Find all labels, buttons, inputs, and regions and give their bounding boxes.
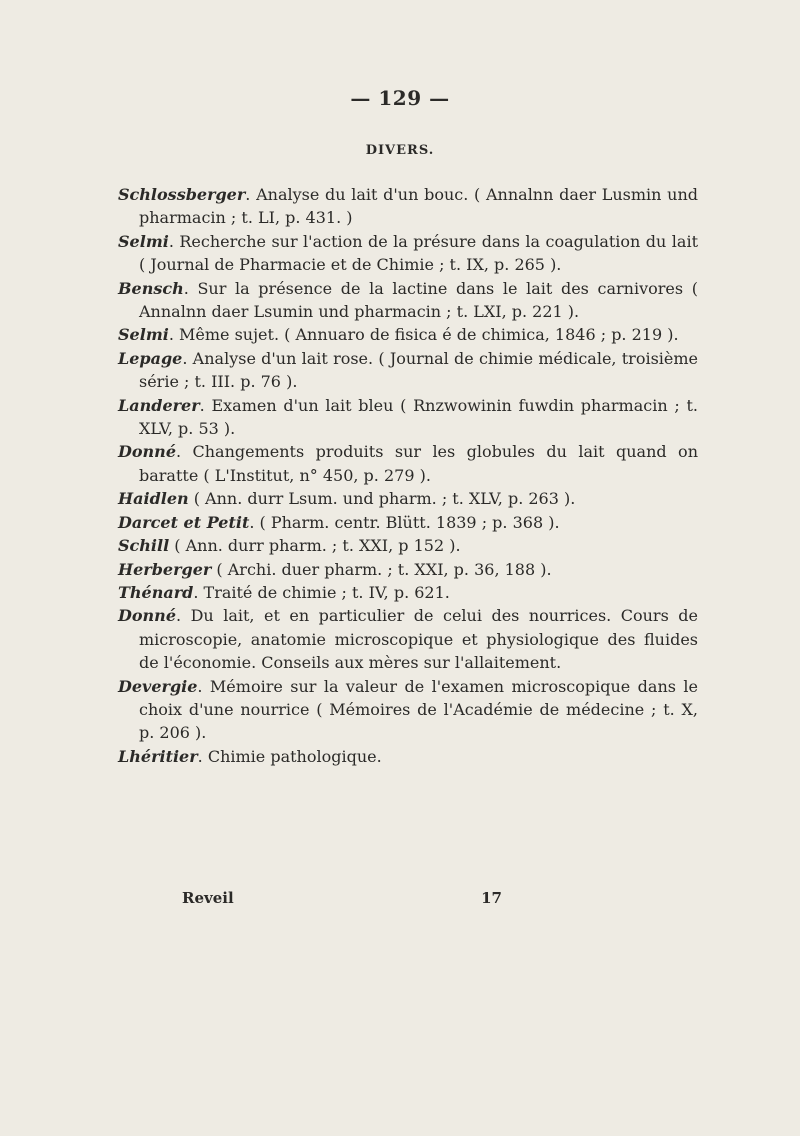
bibliography-entry [118,511,698,534]
entry-text: . Analyse d'un lait rose. ( Journal de chimie médicale, troisième série ; t. III. p. 76 ). [139,348,698,392]
entry-author: Devergie [118,676,198,696]
bibliography-entry [118,534,698,557]
entry-text: . Examen d'un lait bleu ( Rnzwowinin fuwdin pharmacin ; t. XLV, p. 53 ). [139,395,698,439]
entry-text: . ( Pharm. centr. Blütt. 1839 ; p. 368 ). [249,512,560,532]
entry-text: ( Ann. durr pharm. ; t. XXI, p 152 ). [169,536,461,556]
bibliography-entry [118,581,698,604]
entry-text: ( Archi. duer pharm. ; t. XXI, p. 36, 188 ). [211,559,552,579]
entry-author: Darcet et Petit [118,512,250,532]
page-number-header: — 129 — [350,86,450,110]
bibliography-entry [118,394,698,441]
entry-author: Lhéritier [118,746,198,766]
entry-author: Haidlen [118,489,189,509]
entry-author: Donné [118,442,176,462]
bibliography-entry [118,440,698,487]
footer-signature: Reveil [182,889,234,907]
bibliography-entry [118,745,698,768]
entry-text: . Traité de chimie ; t. IV, p. 621. [193,582,450,602]
bibliography-entry [118,323,698,346]
entry-author: Herberger [118,559,212,579]
entry-author: Schill [118,536,170,556]
entry-text: ( Ann. durr Lsum. und pharm. ; t. XLV, p. 263 ). [188,489,576,509]
entry-text: . Sur la présence de la lactine dans le lait des carnivores ( Annalnn daer Lsumin und pharmacin ; t. LXI, p. 221 ). [139,278,698,322]
bibliography-entry [118,277,698,324]
bibliography-entry [118,230,698,277]
bibliography-entry [118,558,698,581]
section-title: DIVERS. [365,143,435,158]
entry-text: . Analyse du lait d'un bouc. ( Annalnn daer Lusmin und pharmacin ; t. LI, p. 431. ) [139,185,698,228]
bibliography-entry [118,604,698,674]
bibliography-entry [118,487,698,510]
entry-author: Donné [118,606,176,626]
entry-text: . Même sujet. ( Annuaro de fisica é de chimica, 1846 ; p. 219 ). [168,325,679,345]
entry-text: . Chimie pathologique. [197,746,382,766]
entry-author: Thénard [118,582,194,602]
entry-text: . Recherche sur l'action de la présure dans la coagulation du lait ( Journal de Pharmacie et de Chimie ; t. IX, p. 265 ). [139,231,698,275]
entry-author: Lepage [118,348,183,368]
entry-author: Landerer [118,395,200,415]
entry-author: Selmi [118,231,169,251]
entry-text: . Mémoire sur la valeur de l'examen microscopique dans le choix d'une nourrice ( Mémoires de l'Académie de médecine ; t. X, p. 206 ). [139,676,698,743]
bibliography-entry [118,347,698,394]
bibliography-list [118,183,698,768]
entry-author: Schlossberger [118,185,246,204]
bibliography-entry [118,183,698,230]
entry-author: Bensch [118,278,184,298]
footer-sheet-number: 17 [481,889,502,907]
page-footer [182,889,502,907]
bibliography-entry [118,675,698,745]
entry-author: Selmi [118,325,169,345]
entry-text: . Changements produits sur les globules du lait quand on baratte ( L'Institut, n° 450, p. 279 ). [139,442,698,485]
entry-text: . Du lait, et en particulier de celui des nourrices. Cours de microscopie, anatomie microscopique et physiologique des fluides de l'économie. Conseils aux mères sur l'allaitement. [139,606,698,673]
